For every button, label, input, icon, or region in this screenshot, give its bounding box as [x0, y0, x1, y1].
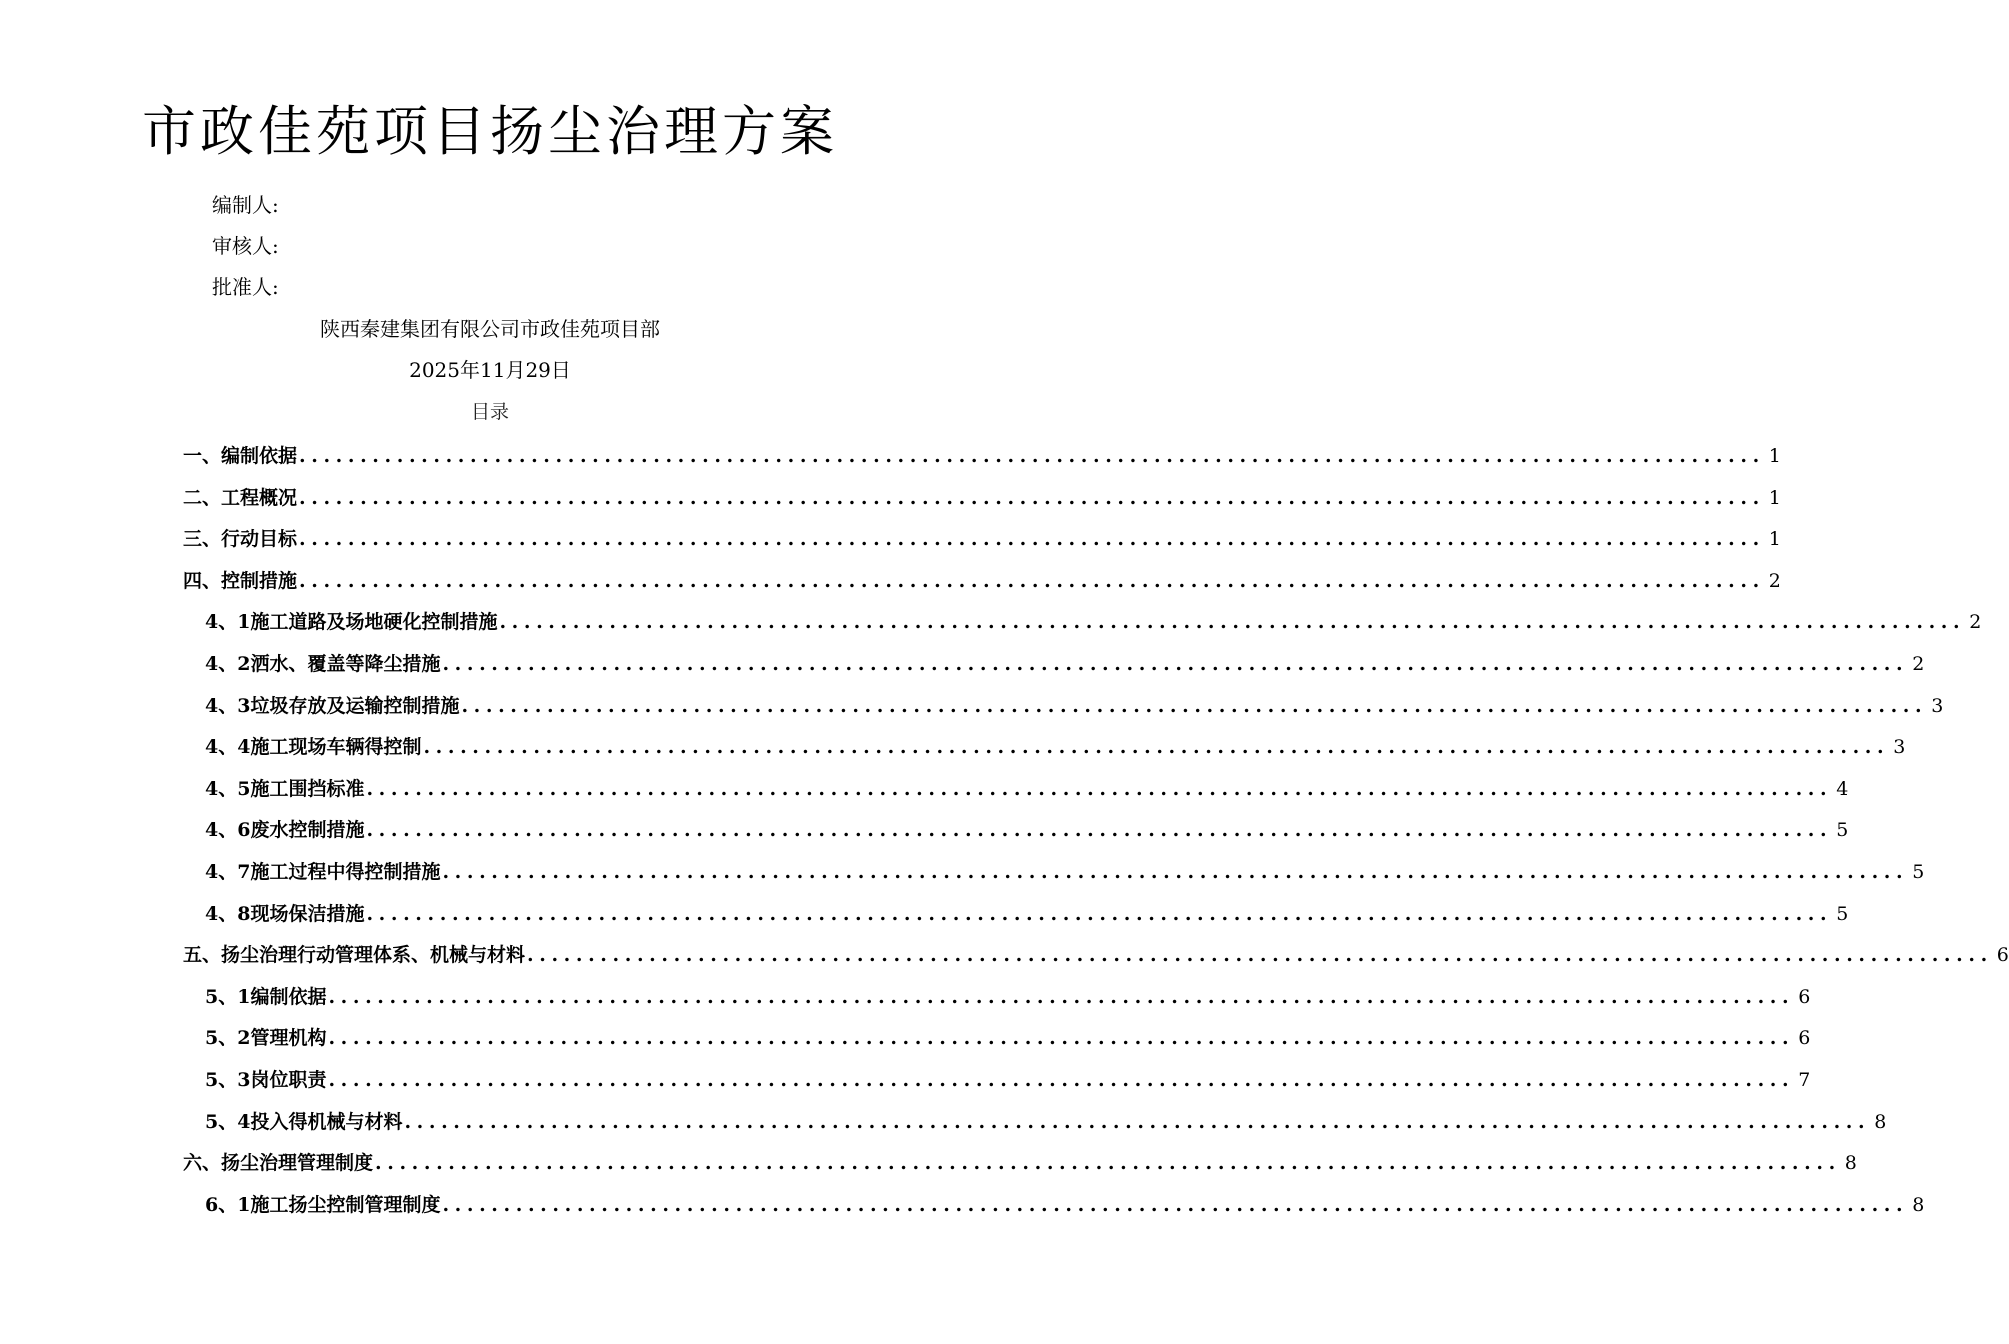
toc-entry[interactable] [205, 773, 1849, 803]
toc-entry-label: 5、1编制依据 [205, 985, 327, 1008]
toc-entry[interactable] [205, 1064, 1811, 1094]
toc-entry-label: 4、6废水控制措施 [205, 819, 365, 842]
toc-entry[interactable] [205, 898, 1849, 928]
toc-leader-dots: ........................................................................................................................ [499, 611, 1966, 634]
toc-entry[interactable] [183, 1147, 1857, 1177]
toc-entry-label: 4、7施工过程中得控制措施 [205, 861, 441, 883]
toc-entry-page: 5 [1912, 861, 1925, 883]
toc-entry-label: 5、2管理机构 [205, 1027, 327, 1050]
toc-entry[interactable] [205, 856, 1925, 886]
toc-entry-label: 四、控制措施 [183, 569, 298, 592]
toc-entry[interactable] [183, 565, 1781, 595]
toc-entry[interactable] [205, 1022, 1811, 1052]
toc-leader-dots: ........................................................................................................................ [299, 445, 1765, 467]
toc-entry-page: 3 [1893, 736, 1906, 759]
toc-entry[interactable] [183, 482, 1781, 512]
toc-entry-label: 4、1施工道路及场地硬化控制措施 [205, 611, 498, 634]
toc-entry[interactable] [205, 981, 1811, 1011]
toc-entry-label: 4、3垃圾存放及运输控制措施 [205, 694, 460, 717]
toc-entry-label: 二、工程概况 [183, 486, 298, 509]
toc-leader-dots: ........................................................................................................................ [442, 861, 1909, 883]
toc-entry-page: 8 [1912, 1193, 1925, 1216]
toc-leader-dots: ........................................................................................................................ [527, 944, 1993, 967]
toc-leader-dots: ........................................................................................................................ [442, 1193, 1909, 1216]
toc-leader-dots: ........................................................................................................................ [366, 819, 1833, 842]
toc-entry-page: 8 [1844, 1152, 1857, 1175]
toc-entry-page: 7 [1798, 1069, 1811, 1091]
toc-leader-dots: ........................................................................................................................ [328, 985, 1795, 1008]
toc-leader-dots: ........................................................................................................................ [461, 694, 1928, 717]
approver-signature-label: 批准人: [212, 275, 279, 299]
toc-entry-page: 6 [1996, 944, 2009, 967]
toc-entry-label: 4、4施工现场车辆得控制 [205, 736, 422, 759]
toc-entry[interactable] [205, 1189, 1925, 1219]
toc-entry-page: 8 [1874, 1110, 1887, 1133]
document-title: 市政佳苑项目扬尘治理方案 [142, 100, 838, 163]
toc-entry-page: 1 [1768, 445, 1781, 467]
toc-entry-label: 5、4投入得机械与材料 [205, 1110, 403, 1133]
toc-entry-label: 4、8现场保洁措施 [205, 902, 365, 925]
toc-entry-page: 2 [1969, 611, 1982, 634]
toc-entry-page: 6 [1798, 985, 1811, 1008]
toc-entry-label: 一、编制依据 [183, 445, 298, 467]
toc-leader-dots: ........................................................................................................................ [423, 736, 1890, 759]
toc-leader-dots: ........................................................................................................................ [299, 528, 1765, 551]
toc-entry[interactable] [183, 939, 2009, 969]
compiler-signature-label: 编制人: [212, 193, 279, 217]
toc-leader-dots: ........................................................................................................................ [299, 486, 1765, 509]
toc-entry-label: 6、1施工扬尘控制管理制度 [205, 1193, 441, 1216]
toc-entry-page: 2 [1912, 653, 1925, 675]
toc-entry-page: 4 [1836, 777, 1849, 800]
toc-entry-page: 5 [1836, 819, 1849, 842]
reviewer-signature-label: 审核人: [212, 234, 279, 258]
toc-entry-label: 六、扬尘治理管理制度 [183, 1152, 374, 1175]
toc-entry-label: 4、5施工围挡标准 [205, 777, 365, 800]
toc-heading: 目录 [470, 401, 509, 423]
toc-leader-dots: ........................................................................................................................ [375, 1152, 1841, 1175]
toc-entry-page: 3 [1931, 694, 1944, 717]
toc-leader-dots: ........................................................................................................................ [328, 1069, 1795, 1091]
toc-entry-label: 5、3岗位职责 [205, 1069, 327, 1091]
document-date: 2025年11月29日 [409, 358, 571, 382]
toc-leader-dots: ........................................................................................................................ [299, 569, 1765, 592]
toc-entry-page: 2 [1768, 569, 1781, 592]
toc-leader-dots: ........................................................................................................................ [366, 902, 1833, 925]
toc-entry-label: 4、2洒水、覆盖等降尘措施 [205, 653, 441, 675]
toc-leader-dots: ........................................................................................................................ [404, 1110, 1871, 1133]
company-name: 陕西秦建集团有限公司市政佳苑项目部 [320, 317, 660, 341]
toc-entry[interactable] [205, 690, 1944, 720]
toc-entry-page: 5 [1836, 902, 1849, 925]
toc-leader-dots: ........................................................................................................................ [366, 777, 1833, 800]
toc-entry[interactable] [205, 731, 1906, 761]
toc-entry-page: 6 [1798, 1027, 1811, 1050]
toc-leader-dots: ........................................................................................................................ [328, 1027, 1795, 1050]
toc-entry[interactable] [205, 1106, 1887, 1136]
toc-entry[interactable] [183, 440, 1781, 470]
toc-entry[interactable] [205, 814, 1849, 844]
toc-entry[interactable] [183, 523, 1781, 553]
toc-entry-label: 五、扬尘治理行动管理体系、机械与材料 [183, 944, 526, 967]
toc-entry-label: 三、行动目标 [183, 528, 298, 551]
toc-entry-page: 1 [1768, 486, 1781, 509]
toc-leader-dots: ........................................................................................................................ [442, 653, 1909, 675]
toc-entry-page: 1 [1768, 528, 1781, 551]
toc-entry[interactable] [205, 606, 1982, 636]
toc-entry[interactable] [205, 648, 1925, 678]
